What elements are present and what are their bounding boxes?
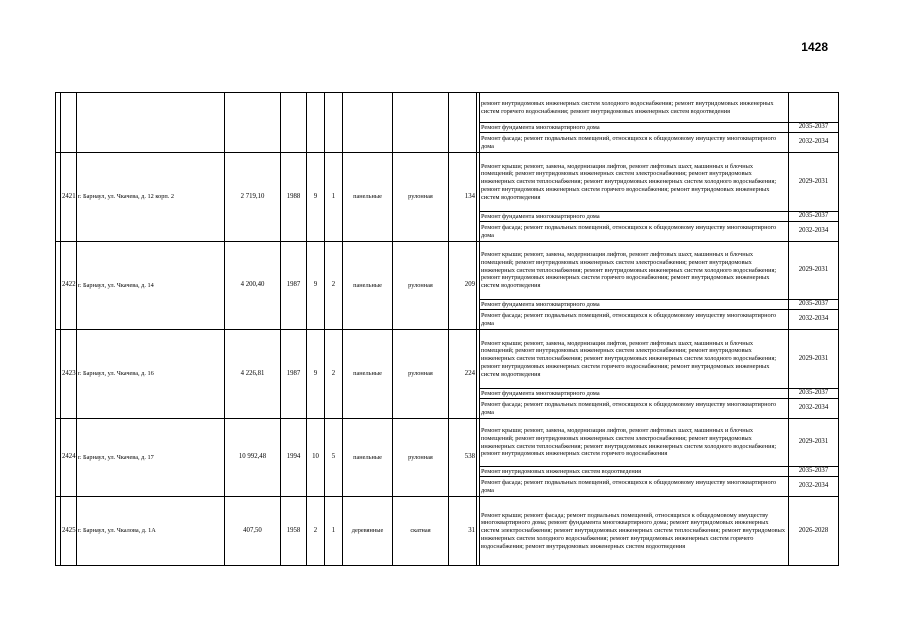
work-period: 2032-2034 [789,222,839,242]
entrances-count: 5 [325,419,343,497]
work-period: 2032-2034 [789,310,839,330]
work-period: 2032-2034 [789,399,839,419]
work-description: Ремонт фундамента многоквартирного дома [480,123,789,133]
build-year: 1987 [281,242,307,330]
work-period: 2035-2037 [789,467,839,477]
row-number: 2422 [61,242,77,330]
entrances-count: 2 [325,330,343,419]
work-description: Ремонт крыши; ремонт, замена, модернизация лифтов, ремонт лифтовых шахт, машинных и блочных помещений; ремонт внутридомовых инженерных систем электроснабжения; ремонт внутридомовых инженерных систем теплоснабжения; ремонт внутридомовых инженерных систем холодного водоснабжения; ремонт внутридомовых инженерных систем горячего водоснабжения [480,419,789,467]
work-description: Ремонт фундамента многоквартирного дома [480,389,789,399]
work-description: Ремонт фасада; ремонт подвальных помещений, относящихся к общедомовому имуществу многоквартирного дома [480,477,789,497]
work-description: Ремонт крыши; ремонт фасада; ремонт подвальных помещений, относящихся к общедомовому имуществу многоквартирного дома; ремонт фундамента многоквартирного дома; ремонт внутридомовых инженерных систем электроснабжения; ремонт внутридомовых инженерных систем теплоснабжения; ремонт внутридомовых инженерных систем холодного водоснабжения; ремонт внутридомовых инженерных систем горячего водоснабжения; ремонт внутридомовых инженерных систем водоотведения [480,497,789,566]
work-description: Ремонт крыши; ремонт, замена, модернизация лифтов, ремонт лифтовых шахт, машинных и блочных помещений; ремонт внутридомовых инженерных систем электроснабжения; ремонт внутридомовых инженерных систем теплоснабжения; ремонт внутридомовых инженерных систем холодного водоснабжения; ремонт внутридомовых инженерных систем горячего водоснабжения; ремонт внутридомовых инженерных систем водоотведения [480,330,789,389]
residents-count: 209 [449,242,477,330]
roof-type: рулонная [393,419,449,497]
build-year: 1987 [281,330,307,419]
work-description: Ремонт крыши; ремонт, замена, модернизация лифтов, ремонт лифтовых шахт, машинных и блочных помещений; ремонт внутридомовых инженерных систем электроснабжения; ремонт внутридомовых инженерных систем теплоснабжения; ремонт внутридомовых инженерных систем холодного водоснабжения; ремонт внутридомовых инженерных систем горячего водоснабжения; ремонт внутридомовых инженерных систем водоотведения [480,153,789,212]
work-period: 2029-2031 [789,419,839,467]
building-address: г. Барнаул, ул. Чкачева, д. 12 корп. 2 [77,153,225,242]
work-description: Ремонт фасада; ремонт подвальных помещений, относящихся к общедомовому имуществу многоквартирного дома [480,222,789,242]
wall-material: панельные [343,153,393,242]
floors-count: 9 [307,153,325,242]
roof-type: рулонная [393,330,449,419]
entrances-count: 1 [325,497,343,566]
row-number: 2423 [61,330,77,419]
row-number: 2424 [61,419,77,497]
work-description: Ремонт фасада; ремонт подвальных помещений, относящихся к общедомовому имуществу многоквартирного дома [480,399,789,419]
work-period [789,93,839,123]
work-period: 2032-2034 [789,477,839,497]
building-address: г. Барнаул, ул. Чкачева, д. 17 [77,419,225,497]
work-description: ремонт внутридомовых инженерных систем холодного водоснабжения; ремонт внутридомовых инженерных систем горячего водоснабжения; ремонт внутридомовых инженерных систем водоотведения [480,93,789,123]
building-area: 407,50 [225,497,281,566]
build-year: 1988 [281,153,307,242]
work-description: Ремонт внутридомовых инженерных систем водоотведения [480,467,789,477]
floors-count: 9 [307,242,325,330]
building-address: г. Барнаул, ул. Чкалова, д. 1А [77,497,225,566]
floors-count: 9 [307,330,325,419]
roof-type: скатная [393,497,449,566]
residents-count: 134 [449,153,477,242]
wall-material: панельные [343,242,393,330]
work-description: Ремонт фасада; ремонт подвальных помещений, относящихся к общедомовому имуществу многоквартирного дома [480,310,789,330]
work-description: Ремонт фасада; ремонт подвальных помещений, относящихся к общедомовому имуществу многоквартирного дома [480,133,789,153]
page-number: 1428 [801,40,828,54]
residents-count: 224 [449,330,477,419]
table-row-2423 [56,330,839,389]
residents-count: 31 [449,497,477,566]
table-row-continuation [56,93,839,123]
building-area: 2 719,10 [225,153,281,242]
building-address: г. Барнаул, ул. Чкачева, д. 16 [77,330,225,419]
work-description: Ремонт фундамента многоквартирного дома [480,212,789,222]
table-row-2422 [56,242,839,300]
table-row-2425 [56,497,839,566]
floors-count: 2 [307,497,325,566]
table-row-2424 [56,419,839,467]
wall-material: панельные [343,419,393,497]
row-number: 2425 [61,497,77,566]
work-period: 2035-2037 [789,212,839,222]
building-area: 10 992,48 [225,419,281,497]
wall-material: панельные [343,330,393,419]
work-description: Ремонт фундамента многоквартирного дома [480,300,789,310]
building-address: г. Барнаул, ул. Чкачева, д. 14 [77,242,225,330]
entrances-count: 2 [325,242,343,330]
roof-type: рулонная [393,242,449,330]
work-description: Ремонт крыши; ремонт, замена, модернизация лифтов, ремонт лифтовых шахт, машинных и блочных помещений; ремонт внутридомовых инженерных систем электроснабжения; ремонт внутридомовых инженерных систем теплоснабжения; ремонт внутридомовых инженерных систем холодного водоснабжения; ремонт внутридомовых инженерных систем горячего водоснабжения; ремонт внутридомовых инженерных систем водоотведения [480,242,789,300]
residents-count: 538 [449,419,477,497]
work-period: 2029-2031 [789,153,839,212]
work-period: 2032-2034 [789,133,839,153]
work-period: 2035-2037 [789,123,839,133]
floors-count: 10 [307,419,325,497]
work-period: 2035-2037 [789,389,839,399]
work-period: 2035-2037 [789,300,839,310]
build-year: 1994 [281,419,307,497]
work-period: 2029-2031 [789,242,839,300]
entrances-count: 1 [325,153,343,242]
capital-repair-table [55,92,839,566]
roof-type: рулонная [393,153,449,242]
work-period: 2029-2031 [789,330,839,389]
work-period: 2026-2028 [789,497,839,566]
table-row-2421 [56,153,839,212]
build-year: 1958 [281,497,307,566]
wall-material: деревянные [343,497,393,566]
building-area: 4 200,40 [225,242,281,330]
building-area: 4 226,81 [225,330,281,419]
row-number: 2421 [61,153,77,242]
